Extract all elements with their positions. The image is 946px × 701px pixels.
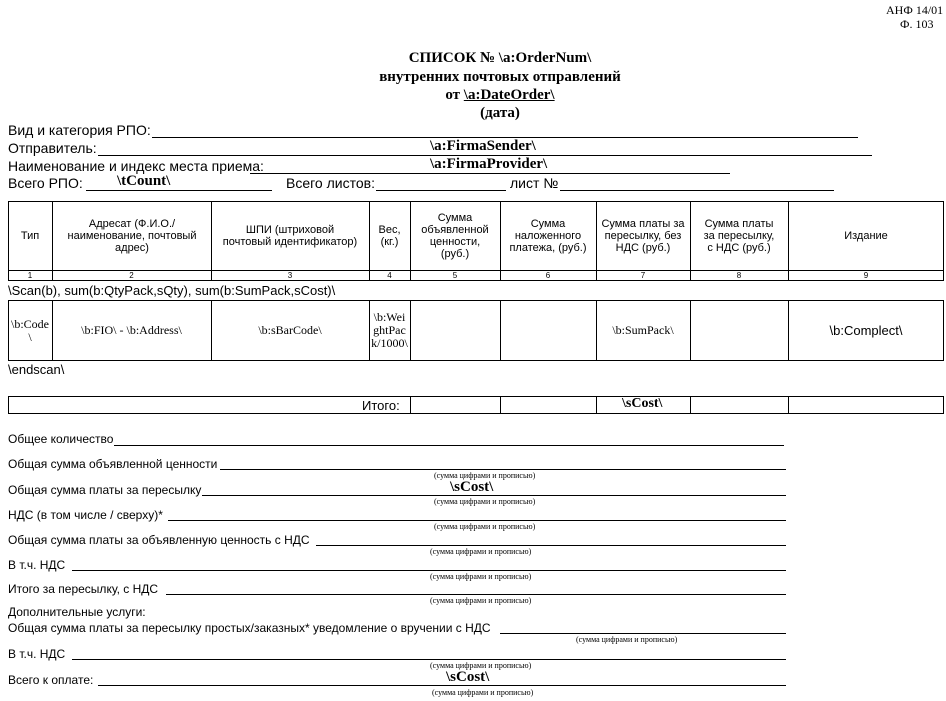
incl-vat-line-2 bbox=[72, 659, 786, 660]
row-addressee: \b:FIO\ - \b:Address\ bbox=[81, 323, 182, 337]
col-divider-2 bbox=[211, 201, 212, 281]
payable-label: Всего к оплате: bbox=[8, 673, 94, 687]
form-number: Ф. 103 bbox=[900, 17, 934, 31]
incl-vat-label-1: В т.ч. НДС bbox=[8, 558, 66, 572]
scan-end: \endscan\ bbox=[8, 362, 65, 377]
amount-caption: (сумма цифрами и прописью) bbox=[430, 547, 532, 556]
date-value: \a:DateOrder\ bbox=[463, 87, 555, 103]
col-number: 6 bbox=[545, 271, 551, 280]
sender-label: Отправитель: bbox=[8, 140, 97, 156]
document-title: СПИСОК № \a:OrderNum\ bbox=[408, 50, 592, 66]
col-divider-5 bbox=[500, 201, 501, 281]
row-code: \b:Code\ bbox=[11, 316, 49, 344]
total-divider-2 bbox=[500, 396, 501, 414]
row-fee-no-vat: \b:SumPack\ bbox=[612, 323, 674, 337]
amount-caption: (сумма цифрами и прописью) bbox=[430, 596, 532, 605]
payable-line bbox=[98, 685, 786, 686]
header-addressee: Адресат (Ф.И.О./наименование, почтовый адрес) bbox=[67, 217, 197, 254]
col-number: 4 bbox=[387, 271, 392, 280]
total-row bbox=[8, 396, 944, 414]
col-number: 7 bbox=[640, 271, 646, 280]
header-declared-value: Сумма объявленной ценности, (руб.) bbox=[421, 211, 489, 260]
total-rpo-line bbox=[86, 190, 272, 191]
row-divider-3 bbox=[369, 300, 370, 361]
col-divider-6 bbox=[596, 201, 597, 281]
form-code: АНФ 14/01 bbox=[886, 3, 944, 17]
total-divider-1 bbox=[410, 396, 411, 414]
payable-value: \sCost\ bbox=[446, 669, 490, 685]
header-weight: Вес, (кг.) bbox=[378, 223, 401, 248]
shipping-vat-label: Итого за пересылку, с НДС bbox=[8, 582, 159, 596]
total-value: \sCost\ bbox=[622, 396, 663, 411]
col-number: 2 bbox=[129, 271, 134, 280]
total-qty-line bbox=[114, 445, 784, 446]
col-number: 5 bbox=[452, 271, 458, 280]
header-fee-vat: Сумма платы за пересылку, с НДС (руб.) bbox=[703, 217, 775, 254]
col-number: 1 bbox=[27, 271, 33, 280]
place-value: \a:FirmaProvider\ bbox=[430, 156, 548, 172]
sheet-no-label: лист № bbox=[510, 175, 559, 191]
sheet-no-line bbox=[560, 190, 834, 191]
header-type: Тип bbox=[20, 229, 40, 242]
scan-start: \Scan(b), sum(b:QtyPack,sQty), sum(b:SumPack,sCost)\ bbox=[8, 283, 336, 298]
declared-vat-label: Общая сумма платы за объявленную ценность с НДС bbox=[8, 533, 310, 547]
sender-value: \a:FirmaSender\ bbox=[430, 138, 536, 154]
amount-caption: (сумма цифрами и прописью) bbox=[432, 688, 534, 697]
total-qty-label: Общее количество bbox=[8, 432, 114, 446]
row-cod bbox=[500, 300, 596, 361]
shipping-total-value: \sCost\ bbox=[450, 479, 494, 495]
place-label: Наименование и индекс места приема: bbox=[8, 158, 264, 174]
total-sheets-label: Всего листов: bbox=[286, 175, 375, 191]
notification-line bbox=[500, 633, 786, 634]
rpo-type-label: Вид и категория РПО: bbox=[8, 122, 151, 138]
amount-caption: (сумма цифрами и прописью) bbox=[576, 635, 678, 644]
document-date bbox=[0, 87, 946, 104]
header-fee-no-vat: Сумма платы за пересылку, без НДС (руб.) bbox=[601, 217, 685, 254]
declared-vat-line bbox=[316, 545, 786, 546]
header-cod: Сумма наложенного платежа, (руб.) bbox=[509, 217, 587, 254]
row-declared-value bbox=[410, 300, 500, 361]
header-barcode: ШПИ (штриховой почтовый идентификатор) bbox=[222, 223, 358, 248]
col-divider-1 bbox=[52, 201, 53, 281]
place-line bbox=[250, 173, 730, 174]
incl-vat-label-2: В т.ч. НДС bbox=[8, 647, 66, 661]
col-number: 9 bbox=[863, 271, 869, 280]
row-barcode: \b:sBarCode\ bbox=[258, 323, 322, 337]
declared-value-label: Общая сумма объявленной ценности bbox=[8, 457, 218, 471]
shipping-total-label: Общая сумма платы за пересылку bbox=[8, 483, 202, 497]
extra-services-label: Дополнительные услуги: bbox=[8, 605, 146, 619]
shipping-total-line bbox=[202, 495, 786, 496]
row-weight: \b:WeightPack/1000\ bbox=[371, 310, 408, 350]
total-rpo-label: Всего РПО: bbox=[8, 175, 83, 191]
declared-value-line bbox=[220, 469, 786, 470]
vat-label: НДС (в том числе / сверху)* bbox=[8, 508, 163, 522]
notification-label: Общая сумма платы за пересылку простых/заказных* уведомление о вручении с НДС bbox=[8, 621, 491, 635]
date-prefix: от bbox=[445, 87, 464, 103]
total-divider-4 bbox=[690, 396, 691, 414]
total-divider-5 bbox=[788, 396, 789, 414]
date-caption: (дата) bbox=[480, 105, 520, 121]
amount-caption: (сумма цифрами и прописью) bbox=[430, 661, 532, 670]
incl-vat-line-1 bbox=[72, 570, 786, 571]
col-number: 8 bbox=[736, 271, 742, 280]
total-label: Итого: bbox=[362, 398, 400, 413]
col-divider-7 bbox=[690, 201, 691, 281]
amount-caption: (сумма цифрами и прописью) bbox=[434, 497, 536, 506]
amount-caption: (сумма цифрами и прописью) bbox=[430, 572, 532, 581]
row-fee-vat bbox=[690, 300, 788, 361]
total-divider-3 bbox=[596, 396, 597, 414]
total-rpo-value: \tCount\ bbox=[117, 173, 171, 189]
col-number: 3 bbox=[287, 271, 293, 280]
header-edition: Издание bbox=[844, 229, 888, 242]
col-divider-4 bbox=[410, 201, 411, 281]
amount-caption: (сумма цифрами и прописью) bbox=[434, 471, 536, 480]
row-edition: \b:Complect\ bbox=[829, 323, 903, 338]
vat-line bbox=[168, 520, 786, 521]
document-subtitle: внутренних почтовых отправлений bbox=[379, 69, 621, 85]
shipping-vat-line bbox=[166, 594, 786, 595]
amount-caption: (сумма цифрами и прописью) bbox=[434, 522, 536, 531]
total-sheets-line bbox=[376, 190, 506, 191]
